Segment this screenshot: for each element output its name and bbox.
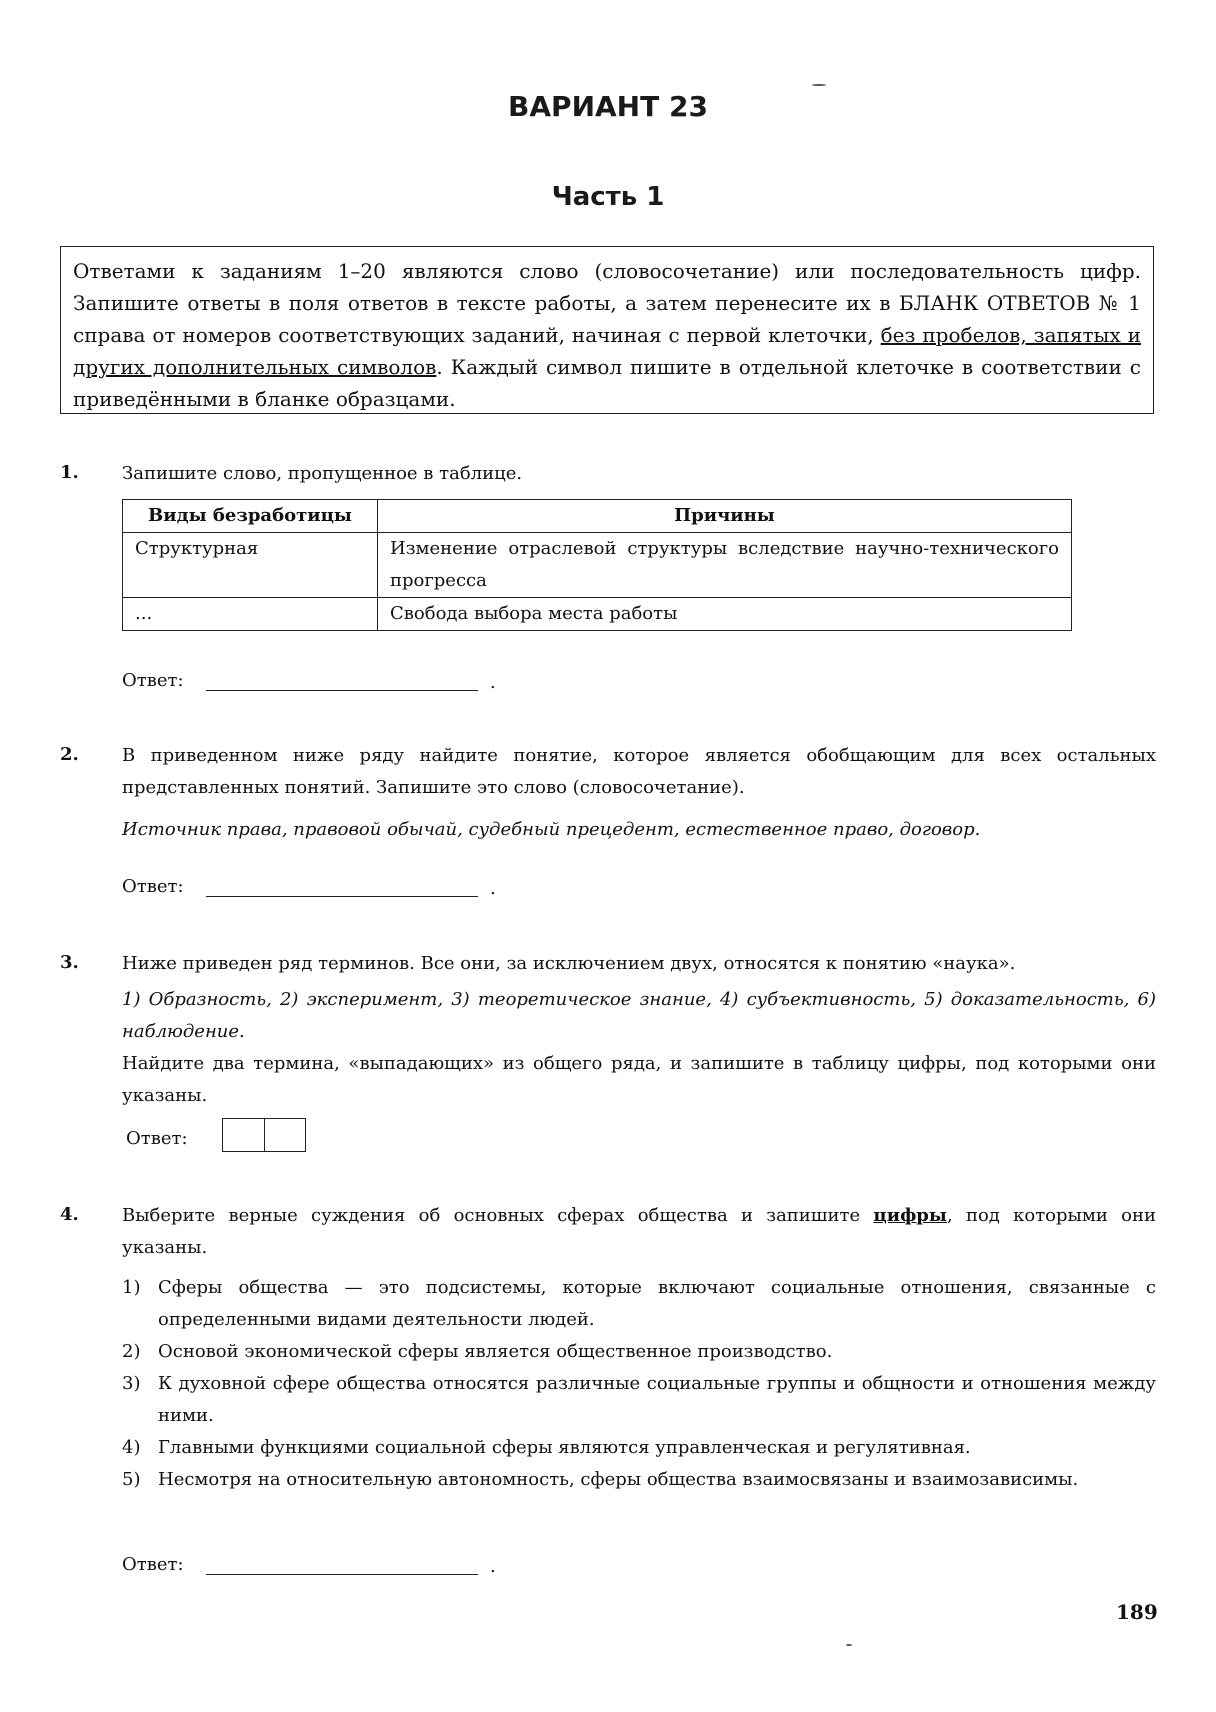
option-text: Сферы общества — это подсистемы, которые включают социальные отношения, связанные с определенными видами деятельности людей. xyxy=(158,1277,1156,1330)
option-text: Несмотря на относительную автономность, сферы общества взаимосвязаны и взаимозависимы. xyxy=(158,1469,1079,1490)
list-item xyxy=(122,1464,1156,1496)
q1-table xyxy=(122,499,1072,631)
q3-answer-label: Ответ: xyxy=(126,1128,188,1149)
q1-number: 1. xyxy=(60,462,79,483)
option-text: К духовной сфере общества относятся различные социальные группы и общности и отношения между ними. xyxy=(158,1373,1156,1426)
option-text: Главными функциями социальной сферы являются управленческая и регулятивная. xyxy=(158,1437,971,1458)
instructions-text-end: . Каждый символ пишите в отдельной клеточке в соответствии с приведёнными в бланке образцами. xyxy=(73,355,1141,411)
q2-answer-line[interactable] xyxy=(206,896,478,897)
q3-number: 3. xyxy=(60,952,79,973)
q2-text: В приведенном ниже ряду найдите понятие, которое является обобщающим для всех остальных представленных понятий. Запишите это слово (словосочетание). xyxy=(122,745,1156,798)
q4-text-before: Выберите верные суждения об основных сферах общества и запишите xyxy=(122,1205,874,1226)
q3-task: Найдите два термина, «выпадающих» из общего ряда, и запишите в таблицу цифры, под которыми они указаны. xyxy=(122,1053,1156,1106)
option-number: 1) xyxy=(122,1277,141,1298)
scan-speck xyxy=(812,84,826,86)
table-cell: Структурная xyxy=(123,533,378,598)
q4-text-after: , под которыми они указаны. xyxy=(122,1205,1156,1258)
q4-answer-line[interactable] xyxy=(206,1574,478,1575)
option-number: 5) xyxy=(122,1469,141,1490)
list-item xyxy=(122,1368,1156,1432)
list-item xyxy=(122,1272,1156,1336)
q4-answer-label: Ответ: xyxy=(122,1554,184,1575)
table-row xyxy=(123,533,1072,598)
table-cell: Изменение отраслевой структуры вследствие научно-технического прогресса xyxy=(378,533,1072,598)
q1-answer-dot: . xyxy=(490,672,496,693)
q2-list: Источник права, правовой обычай, судебный прецедент, естественное право, договор. xyxy=(122,819,981,840)
q2-number: 2. xyxy=(60,744,79,765)
table-row xyxy=(123,598,1072,631)
q2-answer-dot: . xyxy=(490,878,496,899)
table-cell: Свобода выбора места работы xyxy=(378,598,1072,631)
instructions-underlined: без пробелов, запятых и других дополнительных символов xyxy=(73,323,1141,379)
q4-text-emph: цифры xyxy=(873,1205,947,1226)
q3-answer-cells xyxy=(222,1118,306,1152)
q1-answer-line[interactable] xyxy=(206,690,478,691)
option-text: Основой экономической сферы является общественное производство. xyxy=(158,1341,833,1362)
q4-answer-dot: . xyxy=(490,1556,496,1577)
q4-number: 4. xyxy=(60,1204,79,1225)
page-number: 189 xyxy=(1116,1600,1158,1624)
answer-cell[interactable] xyxy=(223,1119,265,1151)
table-header-row xyxy=(123,500,1072,533)
q4-options xyxy=(122,1272,1156,1496)
q1-text: Запишите слово, пропущенное в таблице. xyxy=(122,463,523,484)
part-title: Часть 1 xyxy=(551,182,665,212)
list-item xyxy=(122,1336,1156,1368)
option-number: 3) xyxy=(122,1373,141,1394)
q1-answer-label: Ответ: xyxy=(122,670,184,691)
list-item xyxy=(122,1432,1156,1464)
table-cell: ... xyxy=(123,598,378,631)
instructions-box xyxy=(60,246,1154,414)
q3-text: Ниже приведен ряд терминов. Все они, за исключением двух, относятся к понятию «наука». xyxy=(122,953,1016,974)
q4-text xyxy=(122,1200,1156,1264)
instructions-text: Ответами к заданиям 1–20 являются слово (словосочетание) или последовательность цифр. Запишите ответы в поля ответов в тексте работы, а затем перенесите их в БЛАНК ОТВЕТОВ № 1 справа от номеров соответствующих заданий, начиная с первой клеточки, xyxy=(73,259,1141,347)
option-number: 2) xyxy=(122,1341,141,1362)
table-header-cell: Причины xyxy=(378,500,1072,533)
q3-terms: 1) Образность, 2) эксперимент, 3) теоретическое знание, 4) субъективность, 5) доказательность, 6) наблюдение. xyxy=(122,989,1156,1042)
option-number: 4) xyxy=(122,1437,141,1458)
variant-title: ВАРИАНТ 23 xyxy=(508,90,708,123)
q2-answer-label: Ответ: xyxy=(122,876,184,897)
answer-cell[interactable] xyxy=(265,1119,306,1151)
table-header-cell: Виды безработицы xyxy=(123,500,378,533)
scan-speck xyxy=(846,1644,852,1646)
